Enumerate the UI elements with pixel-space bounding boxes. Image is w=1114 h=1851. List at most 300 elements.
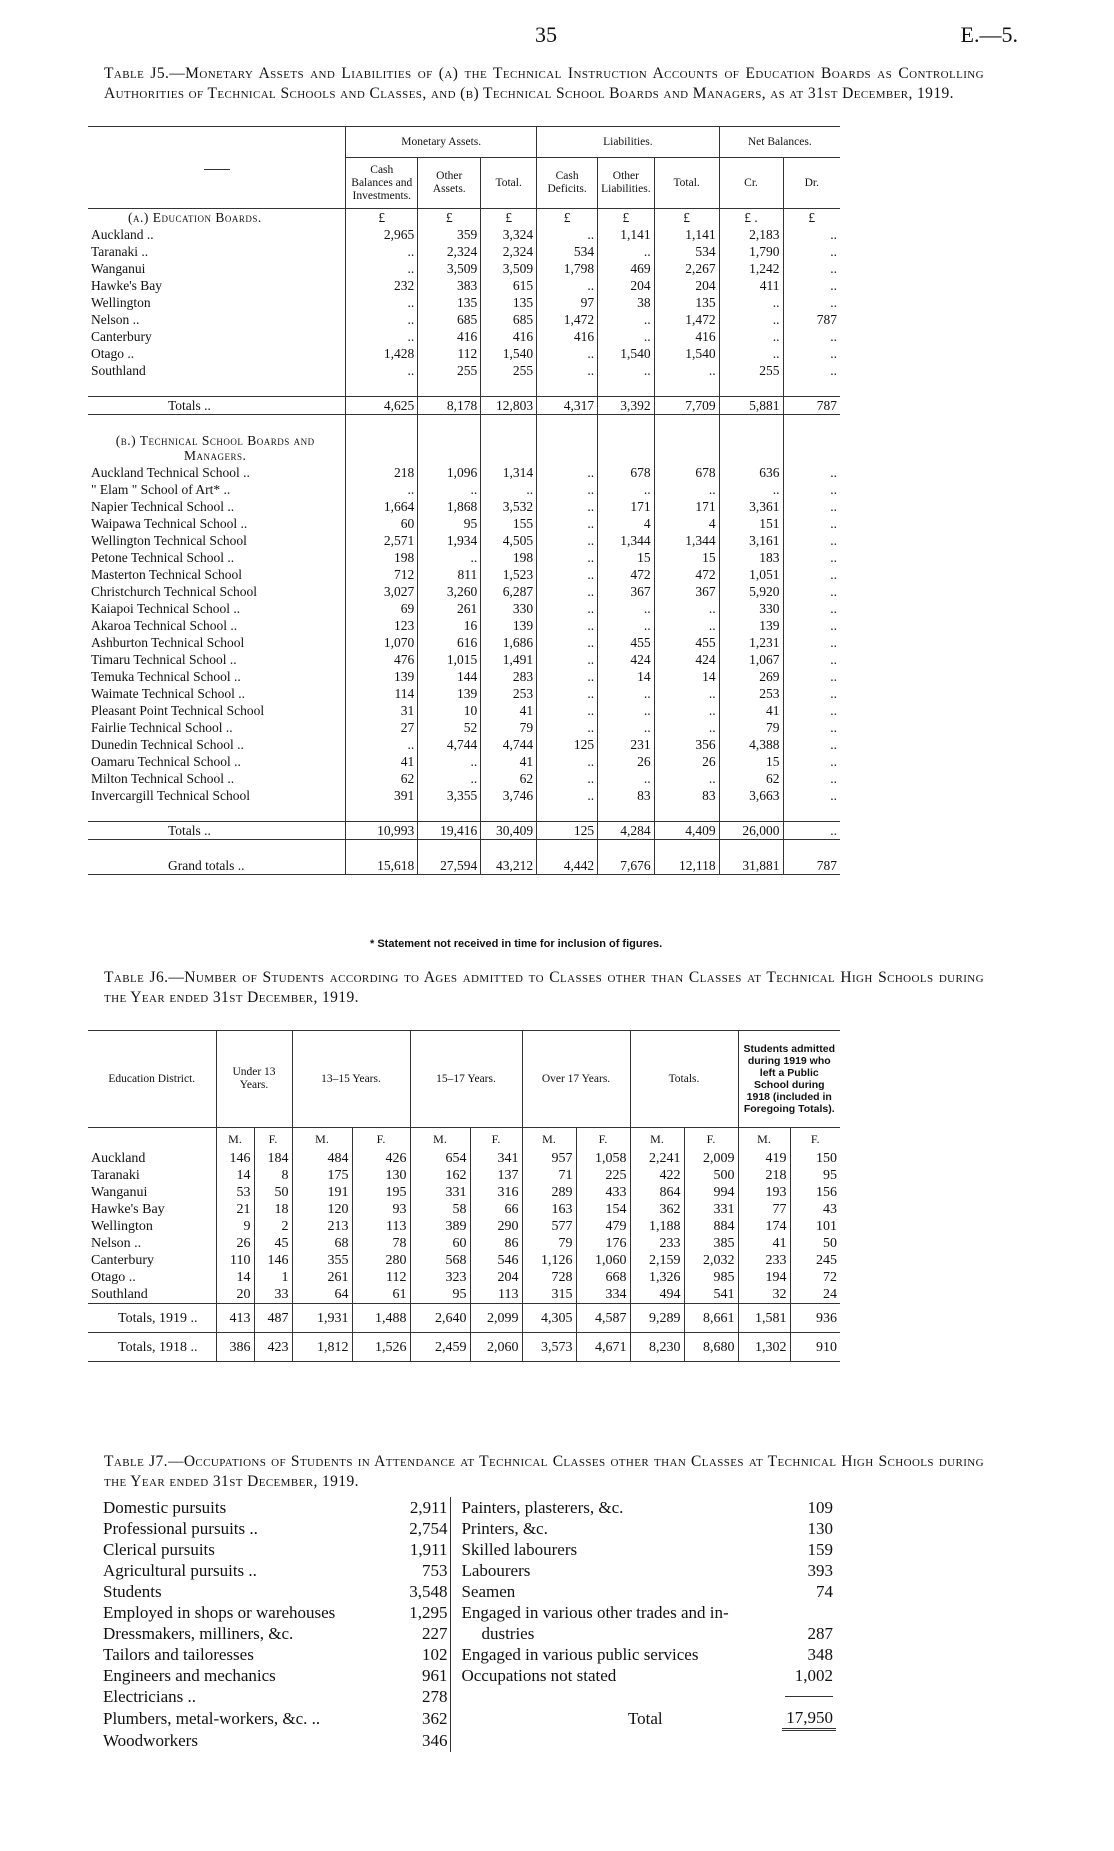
table-j6 — [88, 1030, 840, 1362]
cell-value: 419 — [738, 1150, 790, 1167]
table-row — [88, 634, 840, 651]
j6-header-15-17: 15–17 Years. — [410, 1031, 522, 1128]
cell-value: .. — [783, 277, 840, 294]
cell-value: 68 — [292, 1235, 352, 1252]
cell-value: 2,571 — [346, 532, 418, 549]
cell-value: 910 — [790, 1333, 840, 1362]
cell-value: 484 — [292, 1150, 352, 1167]
occupation-row — [100, 1730, 836, 1753]
cell-value: .. — [783, 634, 840, 651]
cell-value: 413 — [216, 1304, 254, 1333]
cell-value: .. — [598, 311, 655, 328]
row-label: Fairlie Technical School .. — [91, 720, 233, 735]
table-row — [88, 362, 840, 379]
row-label: Hawke's Bay — [91, 1202, 165, 1217]
cell-value: 155 — [481, 515, 537, 532]
row-label: Canterbury — [91, 329, 152, 344]
cell-value: .. — [537, 362, 598, 379]
cell-value: 568 — [410, 1252, 470, 1269]
cell-value: .. — [783, 736, 840, 753]
row-label: Waimate Technical School .. — [91, 686, 246, 701]
unit-label: £ . — [719, 209, 783, 227]
cell-value: .. — [719, 345, 783, 362]
cell-value: 125 — [537, 736, 598, 753]
cell-value: .. — [537, 634, 598, 651]
cell-value: 93 — [352, 1201, 410, 1218]
cell-value: .. — [418, 481, 481, 498]
occupation-count: 3,548 — [409, 1582, 448, 1601]
cell-value: .. — [537, 753, 598, 770]
occupation-name: Seamen — [451, 1581, 782, 1602]
cell-value: 1,931 — [292, 1304, 352, 1333]
cell-value: .. — [783, 328, 840, 345]
cell-value: 678 — [598, 464, 655, 481]
cell-value: 233 — [630, 1235, 684, 1252]
table-row — [88, 226, 840, 243]
cell-value: .. — [783, 719, 840, 736]
cell-value: 139 — [481, 617, 537, 634]
cell-value: 685 — [418, 311, 481, 328]
cell-value: 1,302 — [738, 1333, 790, 1362]
cell-value: 787 — [783, 311, 840, 328]
row-label: Southland — [91, 363, 146, 378]
cell-value: 5,881 — [719, 397, 783, 415]
cell-value: 12,803 — [481, 397, 537, 415]
row-label: Oamaru Technical School .. — [91, 754, 241, 769]
occupation-count: 287 — [807, 1624, 833, 1643]
occupation-name: Engaged in various public services — [451, 1644, 782, 1665]
cell-value: 41 — [738, 1235, 790, 1252]
table-j6-title: Table J6.—Number of Students according to Ages admitted to Classes other than Classes at Technical High Schools during the Year ended 31st December, 1919. — [104, 969, 984, 1006]
cell-value: 712 — [346, 566, 418, 583]
occupation-row — [100, 1665, 836, 1686]
table-row — [88, 770, 840, 787]
table-j5-title: Table J5.—Monetary Assets and Liabilities of (a) the Technical Instruction Accounts of Education Boards as Controlling Authorities of Technical Schools and Classes, and (b) Technical School Boards and Managers, as at 31st December, 1919. — [104, 65, 984, 102]
cell-value: 362 — [630, 1201, 684, 1218]
cell-value: 33 — [254, 1286, 292, 1304]
cell-value: .. — [537, 702, 598, 719]
cell-value: 2,183 — [719, 226, 783, 243]
cell-value: 3,324 — [481, 226, 537, 243]
cell-value: 367 — [654, 583, 719, 600]
cell-value: 1,540 — [598, 345, 655, 362]
cell-value: 232 — [346, 277, 418, 294]
cell-value: 985 — [684, 1269, 738, 1286]
cell-value: 411 — [719, 277, 783, 294]
cell-value: 728 — [522, 1269, 576, 1286]
cell-value: 150 — [790, 1150, 840, 1167]
cell-value: 3,260 — [418, 583, 481, 600]
cell-value: 213 — [292, 1218, 352, 1235]
cell-value: 1,126 — [522, 1252, 576, 1269]
cell-value: 334 — [576, 1286, 630, 1304]
cell-value: 1,428 — [346, 345, 418, 362]
cell-value: .. — [783, 787, 840, 804]
row-label: Wanganui — [91, 1185, 148, 1200]
cell-value: 1,540 — [481, 345, 537, 362]
row-label: Grand totals .. — [88, 857, 346, 875]
cell-value: 21 — [216, 1201, 254, 1218]
cell-value: .. — [537, 498, 598, 515]
cell-value: 139 — [719, 617, 783, 634]
cell-value: 685 — [481, 311, 537, 328]
cell-value: .. — [783, 770, 840, 787]
cell-value: .. — [598, 600, 655, 617]
cell-value: 139 — [346, 668, 418, 685]
cell-value: .. — [598, 617, 655, 634]
j5-col-header: Cash Deficits. — [537, 158, 598, 209]
section-reference: E.—5. — [960, 22, 1018, 47]
cell-value: 14 — [216, 1167, 254, 1184]
cell-value: 416 — [654, 328, 719, 345]
cell-value: 10 — [418, 702, 481, 719]
row-label: Nelson .. — [91, 312, 140, 327]
table-row — [88, 277, 840, 294]
cell-value: 60 — [410, 1235, 470, 1252]
occupation-row — [100, 1602, 836, 1623]
row-label: Nelson .. — [91, 1236, 142, 1251]
cell-value: 60 — [346, 515, 418, 532]
row-label: Auckland .. — [91, 227, 154, 242]
cell-value: .. — [346, 481, 418, 498]
cell-value: 331 — [684, 1201, 738, 1218]
cell-value: 255 — [481, 362, 537, 379]
j5-col-header: Total. — [654, 158, 719, 209]
row-label: Invercargill Technical School — [91, 788, 251, 803]
cell-value: .. — [598, 685, 655, 702]
row-label: Taranaki .. — [91, 244, 149, 259]
row-label: Timaru Technical School .. — [91, 652, 237, 667]
cell-value: 487 — [254, 1304, 292, 1333]
cell-value: .. — [719, 481, 783, 498]
occupation-name: Skilled labourers — [451, 1539, 782, 1560]
mf-row — [88, 1128, 840, 1151]
sex-label: F. — [576, 1128, 630, 1151]
cell-value: 455 — [598, 634, 655, 651]
cell-value: .. — [537, 549, 598, 566]
cell-value: 225 — [576, 1167, 630, 1184]
occupation-count: 753 — [421, 1561, 448, 1580]
cell-value: 269 — [719, 668, 783, 685]
cell-value: 3,532 — [481, 498, 537, 515]
occupation-row — [100, 1623, 836, 1644]
occupation-name: Domestic pursuits — [103, 1498, 227, 1517]
cell-value: 433 — [576, 1184, 630, 1201]
table-row — [88, 1252, 840, 1269]
cell-value: 135 — [418, 294, 481, 311]
cell-value: 864 — [630, 1184, 684, 1201]
cell-value: 936 — [790, 1304, 840, 1333]
occupation-name: Engineers and mechanics — [103, 1666, 276, 1685]
cell-value: 7,676 — [598, 857, 655, 875]
table-row — [88, 243, 840, 260]
cell-value: .. — [598, 362, 655, 379]
row-label: Wellington Technical School — [91, 533, 247, 548]
cell-value: 231 — [598, 736, 655, 753]
row-label: " Elam " School of Art* .. — [91, 482, 231, 497]
occupation-name: Tailors and tailoresses — [103, 1645, 254, 1664]
cell-value: .. — [654, 719, 719, 736]
cell-value: 18 — [254, 1201, 292, 1218]
cell-value: 9,289 — [630, 1304, 684, 1333]
table-row — [88, 481, 840, 498]
occupation-count: 346 — [421, 1731, 448, 1751]
cell-value: 113 — [352, 1218, 410, 1235]
cell-value: 1,472 — [537, 311, 598, 328]
row-label: Totals .. — [88, 822, 346, 840]
table-row — [88, 1218, 840, 1235]
cell-value: 6,287 — [481, 583, 537, 600]
table-row — [88, 1150, 840, 1167]
cell-value: 1,664 — [346, 498, 418, 515]
cell-value: .. — [418, 549, 481, 566]
occupation-row — [100, 1581, 836, 1602]
cell-value: 26 — [216, 1235, 254, 1252]
cell-value: 1,242 — [719, 260, 783, 277]
row-label: Milton Technical School .. — [91, 771, 235, 786]
cell-value: 787 — [783, 857, 840, 875]
cell-value: 472 — [598, 566, 655, 583]
cell-value: 255 — [719, 362, 783, 379]
cell-value: 79 — [522, 1235, 576, 1252]
cell-value: 4,284 — [598, 822, 655, 840]
cell-value: 4,305 — [522, 1304, 576, 1333]
occupation-name: Engaged in various other trades and in- — [451, 1602, 782, 1623]
occupation-count: 1,295 — [409, 1603, 448, 1622]
cell-value: 8,178 — [418, 397, 481, 415]
cell-value: 204 — [654, 277, 719, 294]
cell-value: .. — [654, 600, 719, 617]
cell-value: .. — [654, 770, 719, 787]
table-row — [88, 787, 840, 804]
cell-value: 424 — [654, 651, 719, 668]
sex-label: F. — [352, 1128, 410, 1151]
cell-value: 176 — [576, 1235, 630, 1252]
cell-value: .. — [783, 702, 840, 719]
cell-value: 135 — [481, 294, 537, 311]
cell-value: 1,581 — [738, 1304, 790, 1333]
j6-header-over17: Over 17 Years. — [522, 1031, 630, 1128]
cell-value: 4,442 — [537, 857, 598, 875]
cell-value: 494 — [630, 1286, 684, 1304]
occupation-row — [100, 1539, 836, 1560]
row-label: Kaiapoi Technical School .. — [91, 601, 241, 616]
row-label: Christchurch Technical School — [91, 584, 258, 599]
table-row — [88, 1167, 840, 1184]
unit-label: £ — [346, 209, 418, 227]
cell-value: 30,409 — [481, 822, 537, 840]
table-row — [88, 532, 840, 549]
cell-value: 1,934 — [418, 532, 481, 549]
row-label: Petone Technical School .. — [91, 550, 235, 565]
cell-value: 27,594 — [418, 857, 481, 875]
cell-value: 261 — [418, 600, 481, 617]
cell-value: 1,096 — [418, 464, 481, 481]
cell-value: 479 — [576, 1218, 630, 1235]
cell-value: .. — [783, 260, 840, 277]
cell-value: 323 — [410, 1269, 470, 1286]
cell-value: 16 — [418, 617, 481, 634]
cell-value: 204 — [470, 1269, 522, 1286]
totals-row — [88, 397, 840, 415]
cell-value: 53 — [216, 1184, 254, 1201]
cell-value: 1,868 — [418, 498, 481, 515]
totals-row — [88, 822, 840, 840]
j6-header-district: Education District. — [88, 1031, 216, 1128]
cell-value: 1,141 — [598, 226, 655, 243]
cell-value: 45 — [254, 1235, 292, 1252]
cell-value: 95 — [418, 515, 481, 532]
table-j7 — [100, 1497, 836, 1752]
cell-value: 3,161 — [719, 532, 783, 549]
occupation-row — [100, 1560, 836, 1581]
sex-label: M. — [630, 1128, 684, 1151]
row-label: Taranaki — [91, 1168, 140, 1183]
cell-value: .. — [537, 345, 598, 362]
occupation-count: 1,911 — [409, 1540, 448, 1559]
sex-label: F. — [470, 1128, 522, 1151]
occupation-name: Clerical pursuits — [103, 1540, 215, 1559]
cell-value: 4,744 — [481, 736, 537, 753]
occupation-count: 102 — [421, 1645, 448, 1664]
j5-col-header: Total. — [481, 158, 537, 209]
cell-value: 3,509 — [418, 260, 481, 277]
cell-value: 1,051 — [719, 566, 783, 583]
cell-value: 1,686 — [481, 634, 537, 651]
cell-value: 183 — [719, 549, 783, 566]
cell-value: 43 — [790, 1201, 840, 1218]
cell-value: 280 — [352, 1252, 410, 1269]
page-number: 35 — [535, 22, 557, 47]
cell-value: 78 — [352, 1235, 410, 1252]
cell-value: 19,416 — [418, 822, 481, 840]
table-row — [88, 260, 840, 277]
cell-value: .. — [783, 498, 840, 515]
cell-value: 8,230 — [630, 1333, 684, 1362]
cell-value: 289 — [522, 1184, 576, 1201]
cell-value: 20 — [216, 1286, 254, 1304]
occupation-row — [100, 1707, 836, 1730]
cell-value: .. — [346, 294, 418, 311]
cell-value: 1,067 — [719, 651, 783, 668]
page-header — [0, 22, 1114, 52]
cell-value: 4 — [654, 515, 719, 532]
table-row — [88, 566, 840, 583]
row-label: Canterbury — [91, 1253, 154, 1268]
cell-value: 9 — [216, 1218, 254, 1235]
cell-value: 424 — [598, 651, 655, 668]
cell-value: 316 — [470, 1184, 522, 1201]
cell-value: 1,812 — [292, 1333, 352, 1362]
occupation-name: Printers, &c. — [451, 1518, 782, 1539]
cell-value: 15 — [719, 753, 783, 770]
table-row — [88, 1235, 840, 1252]
table-row — [88, 600, 840, 617]
cell-value: 546 — [470, 1252, 522, 1269]
row-label: Waipawa Technical School .. — [91, 516, 248, 531]
cell-value: 541 — [684, 1286, 738, 1304]
cell-value: 1,491 — [481, 651, 537, 668]
cell-value: 416 — [481, 328, 537, 345]
cell-value: .. — [783, 226, 840, 243]
table-row — [88, 311, 840, 328]
cell-value: 423 — [254, 1333, 292, 1362]
occupation-count: 109 — [807, 1498, 833, 1517]
cell-value: 24 — [790, 1286, 840, 1304]
j5-group-liabilities: Liabilities. — [537, 127, 719, 158]
j5-group-assets: Monetary Assets. — [346, 127, 537, 158]
j5-col-header: Cr. — [719, 158, 783, 209]
cell-value: 32 — [738, 1286, 790, 1304]
row-label: Napier Technical School .. — [91, 499, 235, 514]
cell-value: 64 — [292, 1286, 352, 1304]
cell-value: 1,790 — [719, 243, 783, 260]
row-label: Pleasant Point Technical School — [91, 703, 265, 718]
cell-value: .. — [783, 668, 840, 685]
cell-value: 577 — [522, 1218, 576, 1235]
j5-footnote: * Statement not received in time for inclusion of figures. — [370, 938, 663, 950]
cell-value: 4,388 — [719, 736, 783, 753]
occupation-name: Painters, plasterers, &c. — [451, 1497, 782, 1518]
row-label: Temuka Technical School .. — [91, 669, 241, 684]
table-row — [88, 1269, 840, 1286]
cell-value: 253 — [481, 685, 537, 702]
cell-value: 195 — [352, 1184, 410, 1201]
cell-value: 4,409 — [654, 822, 719, 840]
cell-value: 469 — [598, 260, 655, 277]
row-label: Akaroa Technical School .. — [91, 618, 238, 633]
cell-value: 2,032 — [684, 1252, 738, 1269]
sex-label: F. — [684, 1128, 738, 1151]
table-row — [88, 583, 840, 600]
cell-value: 255 — [418, 362, 481, 379]
table-row — [88, 702, 840, 719]
cell-value: 62 — [346, 770, 418, 787]
cell-value: 1,526 — [352, 1333, 410, 1362]
cell-value: .. — [783, 566, 840, 583]
occupation-count: 74 — [816, 1582, 833, 1601]
occupation-count: 2,911 — [409, 1498, 448, 1517]
section-heading: (b.) Technical School Boards and Managers. — [115, 433, 315, 463]
occupation-name: Agricultural pursuits .. — [103, 1561, 257, 1580]
occupation-count: 362 — [421, 1708, 448, 1728]
cell-value: 79 — [481, 719, 537, 736]
row-label: Totals .. — [88, 397, 346, 415]
cell-value: 95 — [790, 1167, 840, 1184]
cell-value: 144 — [418, 668, 481, 685]
occupation-name: Occupations not stated — [451, 1665, 782, 1686]
cell-value: 359 — [418, 226, 481, 243]
cell-value: 668 — [576, 1269, 630, 1286]
occupation-count: 2,754 — [409, 1519, 448, 1538]
cell-value: 154 — [576, 1201, 630, 1218]
cell-value: 43,212 — [481, 857, 537, 875]
occupation-count: 130 — [807, 1519, 833, 1538]
totals-row — [88, 1304, 840, 1333]
cell-value: 184 — [254, 1150, 292, 1167]
cell-value: 8,661 — [684, 1304, 738, 1333]
cell-value: 654 — [410, 1150, 470, 1167]
cell-value: 416 — [537, 328, 598, 345]
cell-value: .. — [537, 515, 598, 532]
unit-label: £ — [418, 209, 481, 227]
cell-value: 4 — [598, 515, 655, 532]
cell-value: 52 — [418, 719, 481, 736]
cell-value: 110 — [216, 1252, 254, 1269]
cell-value: 204 — [598, 277, 655, 294]
cell-value: 163 — [522, 1201, 576, 1218]
cell-value: 101 — [790, 1218, 840, 1235]
